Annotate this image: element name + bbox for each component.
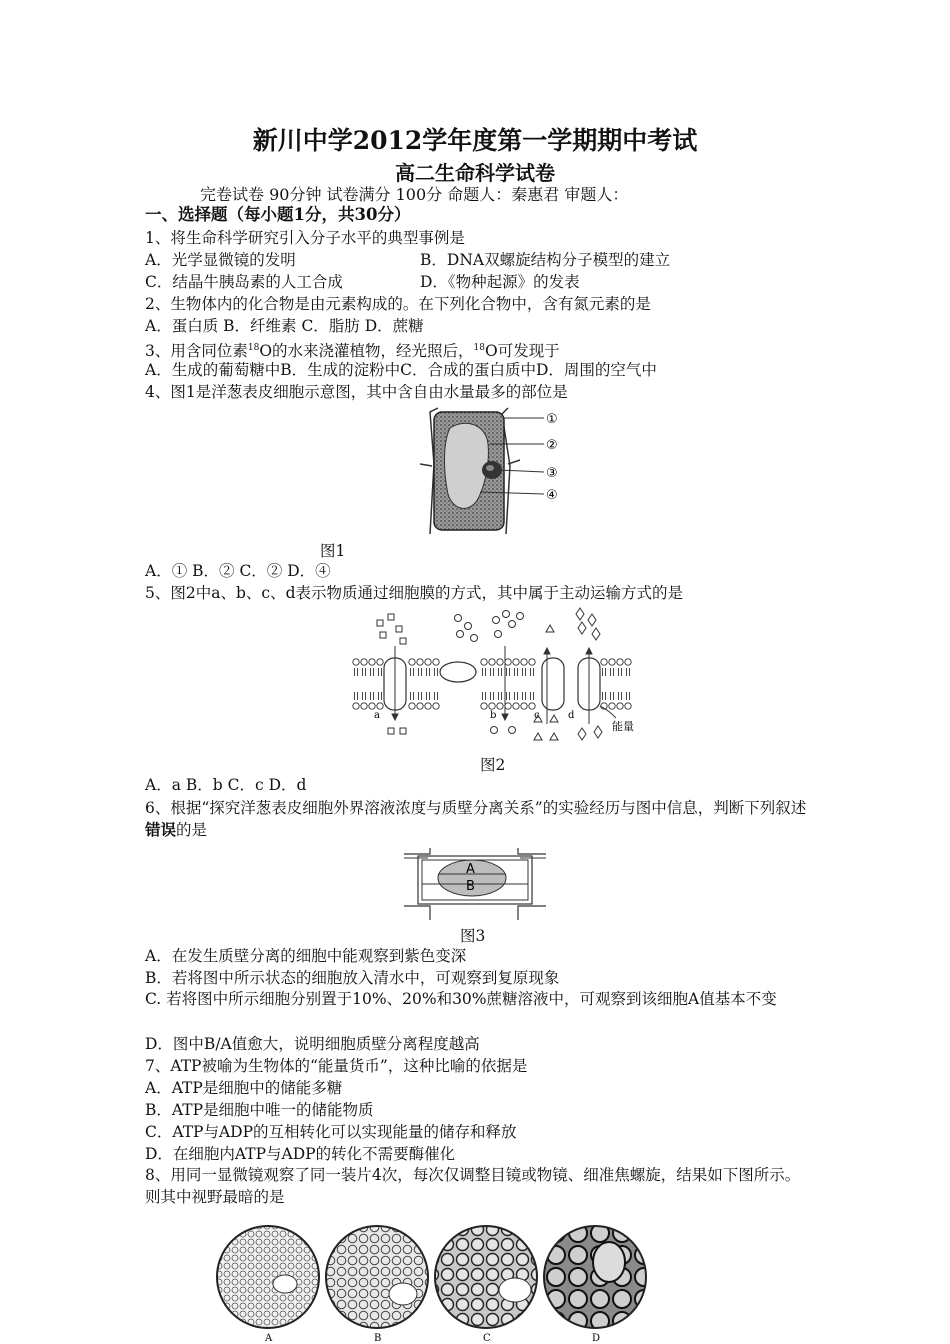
q5-options: A．a B．b C．c D．d (145, 776, 307, 794)
lipid-head (425, 659, 431, 665)
lipid-tail (619, 692, 622, 700)
q3-stem-post: O可发现于 (485, 342, 560, 361)
lipid-tail (419, 692, 422, 700)
q4-stem: 4、图1是洋葱表皮细胞示意图，其中含自由水量最多的部位是 (145, 383, 568, 401)
lipid-tail (491, 692, 494, 700)
lipid-tail (507, 692, 510, 700)
lipid-head (481, 703, 487, 709)
lipid-head (513, 659, 519, 665)
lipid-tail (419, 668, 422, 676)
lipid-tail (363, 692, 366, 700)
lipid-head (505, 659, 511, 665)
figure-4-label-b: B (374, 1333, 382, 1344)
figure-1-label-4: ④ (546, 488, 558, 503)
q7-option-b: B．ATP是细胞中唯一的储能物质 (145, 1101, 374, 1119)
q7-option-d: D．在细胞内ATP与ADP的转化不需要酶催化 (145, 1145, 456, 1163)
q1-stem: 1、将生命科学研究引入分子水平的典型事例是 (145, 229, 465, 247)
q6-option-a: A．在发生质壁分离的细胞中能观察到紫色变深 (145, 947, 467, 965)
lipid-tail (371, 692, 374, 700)
figure-3-label-a: A (466, 862, 475, 877)
lipid-head (481, 659, 487, 665)
lipid-head (409, 659, 415, 665)
figure-4-label-a: A (265, 1333, 273, 1344)
q3-sup-1: 18 (247, 343, 260, 353)
q4-options: A．① B．② C．② D．④ (145, 562, 331, 580)
figure-2-energy-label: 能量 (612, 720, 634, 733)
lipid-head (521, 703, 527, 709)
q7-stem: 7、ATP被喻为生物体的“能量货币”，这种比喻的依据是 (145, 1057, 528, 1075)
lipid-tail (627, 692, 630, 700)
lipid-head (625, 703, 631, 709)
lipid-tail (379, 668, 382, 676)
lipid-head (361, 659, 367, 665)
lipid-head (353, 659, 359, 665)
lipid-tail (507, 668, 510, 676)
lipid-head (625, 659, 631, 665)
lipid-tail (627, 668, 630, 676)
figure-1-onion-cell (420, 404, 590, 540)
lipid-head (489, 659, 495, 665)
figure-4-label-c: C (483, 1333, 491, 1344)
lipid-tail (355, 668, 358, 676)
lipid-tail (523, 692, 526, 700)
lipid-tail (523, 668, 526, 676)
lipid-head (609, 703, 615, 709)
figure-1-label-3: ③ (546, 466, 558, 481)
exam-meta: 完卷试卷 90分钟 试卷满分 100分 命题人：秦惠君 审题人： (200, 185, 629, 204)
figure-2-membrane-transport (350, 606, 640, 748)
q1-option-b: B．DNA双螺旋结构分子模型的建立 (420, 251, 671, 269)
q6-option-b: B．若将图中所示状态的细胞放入清水中，可观察到复原现象 (145, 969, 560, 987)
lipid-head (529, 703, 535, 709)
q3-options: A．生成的葡萄糖中B．生成的淀粉中C．合成的蛋白质中D．周围的空气中 (145, 361, 657, 379)
lipid-head (417, 703, 423, 709)
lipid-head (425, 703, 431, 709)
q8-stem: 8、用同一显微镜观察了同一装片4次，每次仅调整目镜或物镜、细准焦螺旋，结果如下图所示。则其中视野最暗的是 (145, 1166, 801, 1206)
lipid-tail (603, 668, 606, 676)
lipid-head (529, 659, 535, 665)
lipid-head (601, 659, 607, 665)
lipid-head (521, 659, 527, 665)
figure-1-caption: 图1 (320, 542, 346, 560)
exam-subtitle: 高二生命科学试卷 (395, 161, 555, 185)
lipid-tail (411, 668, 414, 676)
lipid-head (433, 659, 439, 665)
lipid-tail (619, 668, 622, 676)
lipid-tail (531, 692, 534, 700)
lipid-head (433, 703, 439, 709)
lipid-head (369, 703, 375, 709)
lipid-head (369, 659, 375, 665)
q1-option-d: D．《物种起源》的发表 (420, 273, 580, 291)
figure-1-label-1: ① (546, 412, 558, 427)
exam-title: 新川中学2012学年度第一学期期中考试 (252, 126, 698, 155)
q2-options: A．蛋白质 B．纤维素 C．脂肪 D．蔗糖 (145, 317, 424, 335)
lipid-head (617, 703, 623, 709)
lipid-tail (491, 668, 494, 676)
lipid-head (497, 703, 503, 709)
lipid-tail (371, 668, 374, 676)
figure-2-label-b: b (490, 710, 497, 721)
figure-3-caption: 图3 (460, 927, 486, 945)
lipid-tail (379, 692, 382, 700)
figure-4-label-d: D (592, 1333, 601, 1344)
figure-1-label-2: ② (546, 438, 558, 453)
q6-stem (145, 797, 815, 841)
figure-2-label-d: d (568, 710, 575, 721)
q3-sup-2: 18 (473, 343, 485, 353)
q7-option-c: C．ATP与ADP的互相转化可以实现能量的储存和释放 (145, 1123, 517, 1141)
lipid-head (617, 659, 623, 665)
lipid-head (513, 703, 519, 709)
q2-stem: 2、生物体内的化合物是由元素构成的。在下列化合物中，含有氮元素的是 (145, 295, 651, 313)
section-heading: 一、选择题（每小题1分，共30分） (145, 205, 411, 224)
figure-2-label-a: a (374, 710, 380, 721)
lipid-head (489, 703, 495, 709)
lipid-head (505, 703, 511, 709)
q5-stem: 5、图2中a、b、c、d表示物质通过细胞膜的方式，其中属于主动运输方式的是 (145, 584, 683, 602)
lipid-tail (499, 668, 502, 676)
lipid-tail (515, 668, 518, 676)
q6-stem-pre: 6、根据“探究洋葱表皮细胞外界溶液浓度与质壁分离关系”的实验经历与图中信息，判断下列叙述 (145, 799, 807, 817)
q1-option-c: C．结晶牛胰岛素的人工合成 (145, 273, 343, 291)
lipid-tail (483, 668, 486, 676)
lipid-tail (435, 668, 438, 676)
q3-stem-mid: O的水来浇灌植物，经光照后， (259, 342, 474, 361)
lipid-head (497, 659, 503, 665)
figure-4-microscope-views (215, 1222, 655, 1344)
lipid-head (377, 659, 383, 665)
lipid-tail (427, 668, 430, 676)
lipid-tail (411, 692, 414, 700)
lipid-tail (363, 668, 366, 676)
q3-stem (145, 338, 560, 361)
lipid-tail (531, 668, 534, 676)
figure-3-label-b: B (466, 879, 475, 894)
q6-stem-emphasis: 错误 (145, 820, 177, 839)
q1-option-a: A．光学显微镜的发明 (145, 251, 296, 269)
lipid-head (609, 659, 615, 665)
lipid-head (377, 703, 383, 709)
q7-option-a: A．ATP是细胞中的储能多糖 (145, 1079, 343, 1097)
lipid-tail (355, 692, 358, 700)
lipid-head (417, 659, 423, 665)
q6-option-d: D．图中B/A值愈大，说明细胞质壁分离程度越高 (145, 1035, 480, 1053)
lipid-tail (427, 692, 430, 700)
q3-stem-pre: 3、用含同位素 (145, 342, 248, 361)
lipid-head (353, 703, 359, 709)
lipid-tail (611, 668, 614, 676)
lipid-head (409, 703, 415, 709)
lipid-tail (483, 692, 486, 700)
lipid-tail (603, 692, 606, 700)
figure-2-label-c: c (534, 710, 540, 721)
lipid-tail (499, 692, 502, 700)
lipid-tail (435, 692, 438, 700)
q6-stem-post: 的是 (176, 821, 208, 839)
lipid-tail (515, 692, 518, 700)
lipid-tail (611, 692, 614, 700)
figure-3-plasmolysis-cell (400, 846, 550, 922)
q6-option-c: C. 若将图中所示细胞分别置于10%、20%和30%蔗糖溶液中，可观察到该细胞A值基本不变 (145, 990, 777, 1008)
lipid-head (361, 703, 367, 709)
figure-2-caption: 图2 (480, 756, 506, 774)
